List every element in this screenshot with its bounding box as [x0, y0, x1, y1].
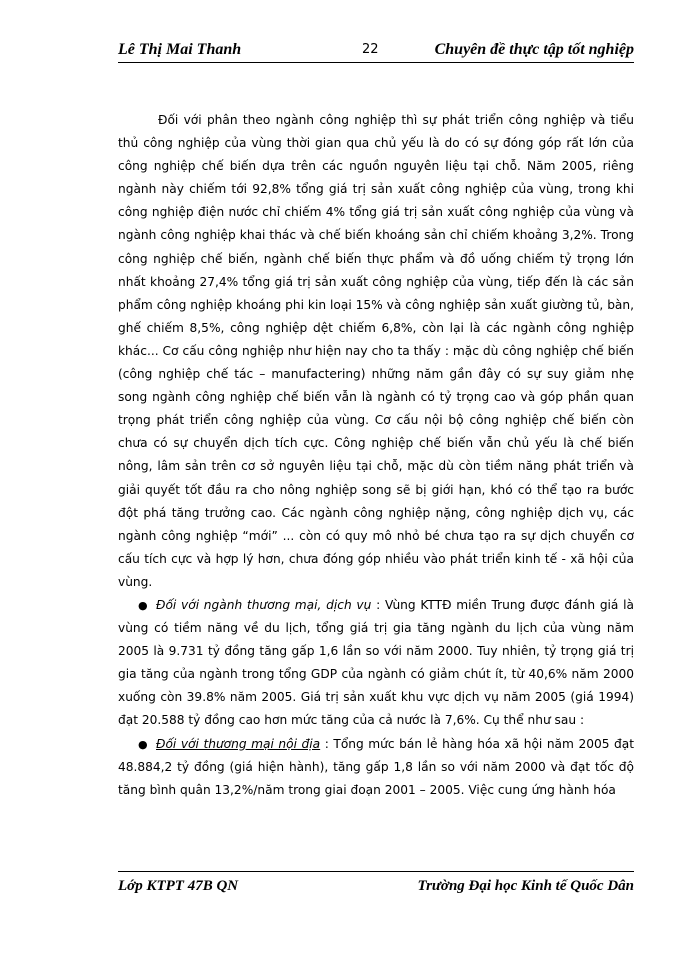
footer-class: Lớp KTPT 47B QN	[118, 878, 239, 894]
bullet-domestic-trade	[118, 733, 634, 802]
header-doc-title: Chuyên đề thực tập tốt nghiệp	[434, 41, 634, 58]
bullet-trade-services	[118, 594, 634, 733]
page-number: 22	[362, 42, 379, 57]
page-footer	[118, 871, 634, 898]
bullet-domestic-trade-heading: Đối với thương mại nội địa	[156, 736, 321, 751]
bullet-trade-services-heading: Đối với ngành thương mại, dịch vụ	[156, 597, 372, 612]
bullet-dot-icon: ●	[138, 737, 148, 751]
bullet-domestic-trade-text: : Tổng mức bán lẻ hàng hóa xã hội năm 2005 đạt 48.884,2 tỷ đồng (giá hiện hành), tăng gấp 1,8 lần so với năm 2000 và đạt tốc độ tăng bình quân 13,2%/năm trong giai đoạn 2001 – 2005. Việc cung ứng hành hóa	[118, 736, 635, 797]
footer-university: Trường Đại học Kinh tế Quốc Dân	[417, 878, 634, 894]
paragraph-industry: Đối với phân theo ngành công nghiệp thì sự phát triển công nghiệp và tiểu thủ công nghiệp của vùng thời gian qua chủ yếu là do có sự đóng góp rất lớn của công nghiệp chế biến dựa trên các nguồn nguyên liệu tại chỗ. Năm 2005, riêng ngành này chiếm tới 92,8% tổng giá trị sản xuất công nghiệp của vùng, trong khi công nghiệp điện nước chỉ chiếm 4% tổng giá trị sản xuất công nghiệp của vùng và ngành công nghiệp khai thác và chế biến khoáng sản chỉ chiếm khoảng 3,2%. Trong công nghiệp chế biến, ngành chế biến thực phẩm và đồ uống chiếm tỷ trọng lớn nhất khoảng 27,4% tổng giá trị sản xuất công nghiệp của vùng, tiếp đến là các sản phẩm công nghiệp khoáng phi kin loại 15% và công nghiệp sản xuất giường tủ, bàn, ghế chiếm 8,5%, công nghiệp dệt chiếm 6,8%, còn lại là các ngành công nghiệp khác... Cơ cấu công nghiệp như hiện nay cho ta thấy : mặc dù công nghiệp chế biến (công nghiệp chế tác – manufactering) những năm gần đây có sự suy giảm nhẹ song ngành công nghiệp chế biến vẫn là ngành có tỷ trọng cao và góp phần quan trọng phát triển công nghiệp của vùng. Cơ cấu nội bộ công nghiệp chế biến còn chưa có sự chuyển dịch tích cực. Công nghiệp chế biến vẫn chủ yếu là chế biến nông, lâm sản trên cơ sở nguyên liệu tại chỗ, mặc dù còn tiềm năng phát triển và giải quyết tốt đầu ra cho nông nghiệp song sẽ bị giới hạn, khó có thể tạo ra bước đột phá tăng trưởng cao. Các ngành công nghiệp nặng, công nghiệp dịch vụ, các ngành công nghiệp “mới” ... còn có quy mô nhỏ bé chưa tạo ra sự dịch chuyển cơ cấu tích cực và hợp lý hơn, chưa đóng góp nhiều vào phát triển kinh tế - xã hội của vùng.	[118, 113, 634, 589]
page-header	[118, 40, 634, 63]
header-author: Lê Thị Mai Thanh	[118, 41, 242, 58]
bullet-dot-icon: ●	[138, 598, 148, 612]
bullet-trade-services-text: : Vùng KTTĐ miền Trung được đánh giá là vùng có tiềm năng về du lịch, tổng giá trị gia tăng ngành du lịch của vùng năm 2005 là 9.731 tỷ đồng tăng gấp 1,6 lần so với năm 2000. Tuy nhiên, tỷ trọng giá trị gia tăng của ngành trong tổng GDP của ngành có giảm chút ít, từ 40,6% năm 2000 xuống còn 39.8% năm 2005. Giá trị sản xuất khu vực dịch vụ năm 2005 (giá 1994) đạt 20.588 tỷ đồng cao hơn mức tăng của cả nước là 7,6%. Cụ thể như sau :	[118, 597, 634, 728]
document-body	[118, 109, 634, 802]
